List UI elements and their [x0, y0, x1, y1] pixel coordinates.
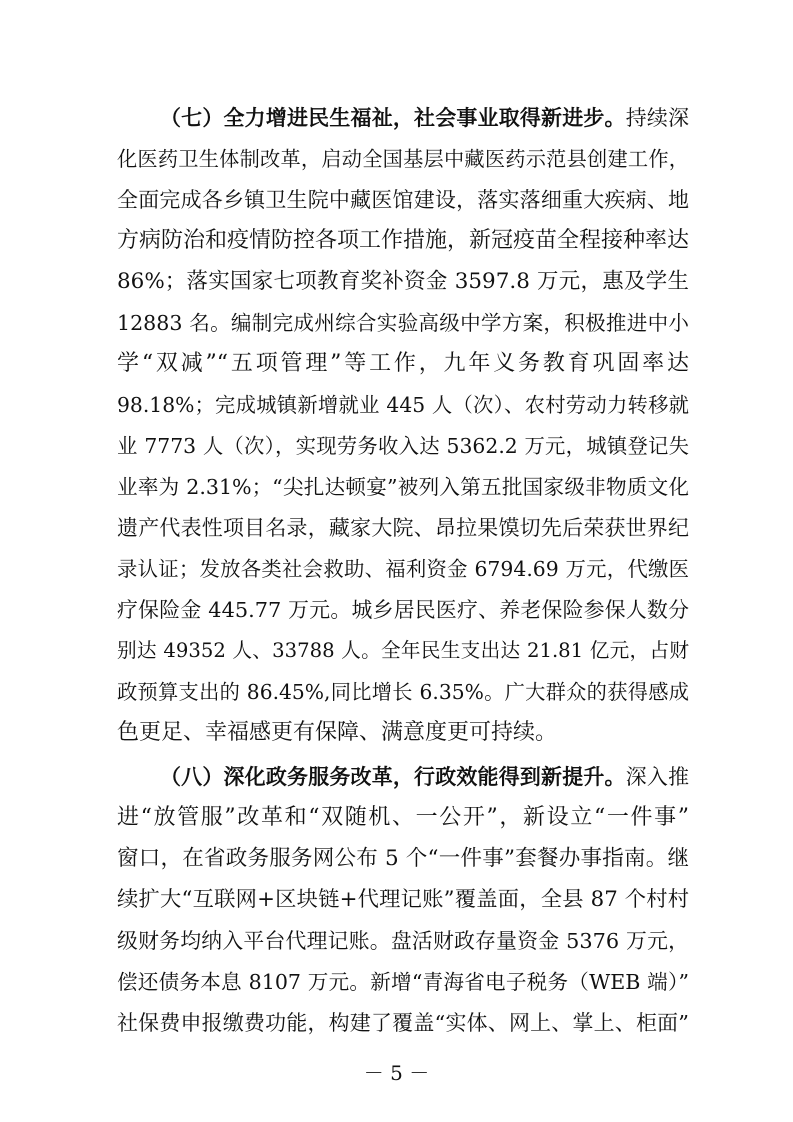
- paragraph-line: 方病防治和疫情防控各项工作措施，新冠疫苗全程接种率达: [117, 228, 690, 253]
- paragraph-line: 续扩大“互联网+区块链+代理记账”覆盖面，全县 87 个村村: [117, 887, 689, 912]
- section-7-first-line: [160, 100, 689, 136]
- paragraph-line: 别达 49352 人、33788 人。全年民生支出达 21.81 亿元，占财: [117, 639, 689, 662]
- paragraph-line: 遗产代表性项目名录，藏家大院、昂拉果馍切先后荣获世界纪: [117, 516, 689, 540]
- paragraph-line: 86%；落实国家七项教育奖补资金 3597.8 万元，惠及学生: [117, 269, 689, 294]
- paragraph-line: 业率为 2.31%；“尖扎达顿宴”被列入第五批国家级非物质文化: [117, 475, 689, 499]
- paragraph-line: 政预算支出的 86.45%,同比增长 6.35%。广大群众的获得感成: [117, 680, 689, 704]
- paragraph-line: 窗口，在省政务服务网公布 5 个“一件事”套餐办事指南。继: [117, 846, 689, 871]
- paragraph-line: 12883 名。编制完成州综合实验高级中学方案，积极推进中小: [117, 311, 689, 335]
- paragraph-text: 深入推: [625, 765, 690, 789]
- paragraph-text: 持续深: [625, 106, 690, 130]
- section-8-heading: （八）深化政务服务改革，行政效能得到新提升。: [160, 764, 626, 789]
- paragraph-line: 色更足、幸福感更有保障、满意度更可持续。: [117, 720, 558, 745]
- paragraph-line: 级财务均纳入平台代理记账。盘活财政存量资金 5376 万元，: [117, 929, 689, 953]
- paragraph-line: 业 7773 人（次），实现劳务收入达 5362.2 万元，城镇登记失: [117, 434, 689, 458]
- paragraph-line: 98.18%；完成城镇新增就业 445 人（次）、农村劳动力转移就: [117, 393, 689, 417]
- paragraph-line: 偿还债务本息 8107 万元。新增“青海省电子税务（WEB 端）”: [117, 970, 689, 994]
- paragraph-line: 学“双减”“五项管理”等工作，九年义务教育巩固率达: [117, 351, 689, 376]
- page-number: － 5 －: [363, 1061, 430, 1085]
- section-7-heading: （七）全力增进民生福祉，社会事业取得新进步。: [160, 105, 626, 130]
- paragraph-line: 疗保险金 445.77 万元。城乡居民医疗、养老保险参保人数分: [117, 598, 689, 622]
- paragraph-line: 录认证；发放各类社会救助、福利资金 6794.69 万元，代缴医: [117, 557, 689, 581]
- paragraph-line: 社保费申报缴费功能，构建了覆盖“实体、网上、掌上、柜面”: [117, 1011, 689, 1035]
- paragraph-line: 化医药卫生体制改革，启动全国基层中藏医药示范县创建工作，: [117, 147, 689, 171]
- paragraph-line: 全面完成各乡镇卫生院中藏医馆建设，落实落细重大疾病、地: [117, 188, 689, 212]
- section-8-first-line: [160, 759, 689, 795]
- paragraph-line: 进“放管服”改革和“双随机、一公开”，新设立“一件事”: [117, 805, 689, 830]
